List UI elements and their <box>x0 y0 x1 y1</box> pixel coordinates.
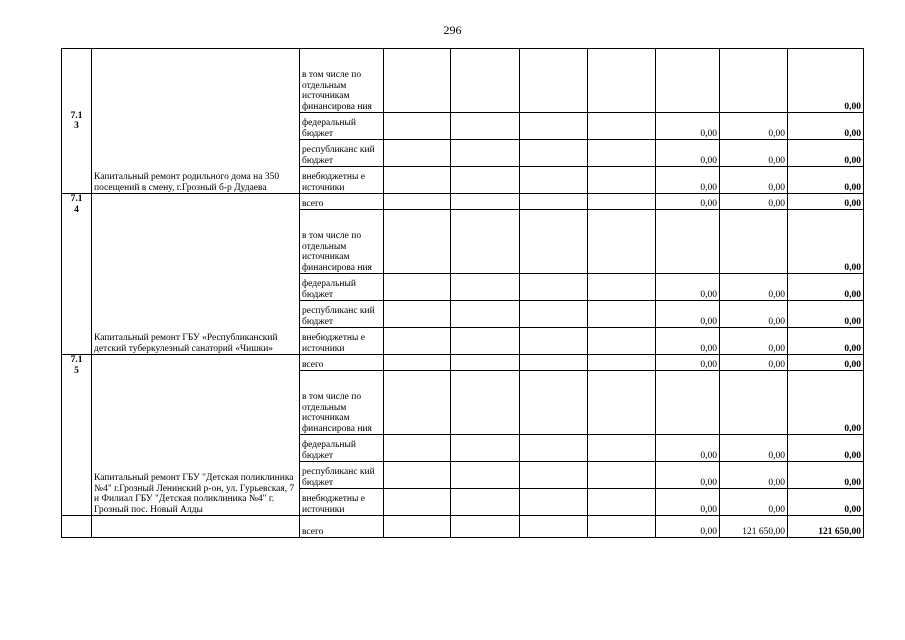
item-name: Капитальный ремонт ГБУ "Детская поликлиника №4" г.Грозный Ленинский р-он, ул. Гурьевская, 7 и Филиал ГБУ "Детская поликлиника №4" г. Грозный пос. Новый Алды <box>92 355 300 516</box>
value-cell: 0,00 <box>656 113 720 140</box>
value-cell: 0,00 <box>656 355 720 371</box>
value-cell: 0,00 <box>720 462 788 489</box>
empty-cell <box>520 301 588 328</box>
value-cell: 0,00 <box>788 371 864 435</box>
item-name: Капитальный ремонт ГБУ «Республиканский детский туберкулезный санаторий «Чишки» <box>92 194 300 355</box>
empty-cell <box>384 371 451 435</box>
value-cell: 0,00 <box>656 194 720 210</box>
empty-cell <box>451 371 520 435</box>
table-row <box>62 355 864 371</box>
funding-source: внебюджетны е источники <box>300 328 384 355</box>
empty-cell <box>520 167 588 194</box>
funding-source: всего <box>300 516 384 538</box>
funding-source: федеральный бюджет <box>300 113 384 140</box>
empty-cell <box>588 301 656 328</box>
value-cell: 0,00 <box>720 489 788 516</box>
value-cell: 0,00 <box>788 194 864 210</box>
value-cell: 0,00 <box>788 301 864 328</box>
value-cell: 0,00 <box>656 435 720 462</box>
empty-cell <box>384 140 451 167</box>
value-cell: 0,00 <box>656 516 720 538</box>
empty-cell <box>451 328 520 355</box>
empty-cell <box>588 435 656 462</box>
empty-cell <box>384 301 451 328</box>
value-cell: 0,00 <box>656 167 720 194</box>
empty-cell <box>451 355 520 371</box>
empty-cell <box>588 210 656 274</box>
empty-cell <box>384 167 451 194</box>
empty-cell <box>451 194 520 210</box>
empty-cell <box>451 140 520 167</box>
empty-cell <box>520 210 588 274</box>
value-cell <box>720 371 788 435</box>
empty-cell <box>520 462 588 489</box>
empty-cell <box>384 194 451 210</box>
empty-cell <box>588 489 656 516</box>
empty-cell <box>384 210 451 274</box>
value-cell: 0,00 <box>788 274 864 301</box>
value-cell: 121 650,00 <box>720 516 788 538</box>
funding-source: внебюджетны е источники <box>300 167 384 194</box>
empty-cell <box>384 435 451 462</box>
value-cell <box>656 49 720 113</box>
empty-cell <box>451 435 520 462</box>
funding-source: всего <box>300 194 384 210</box>
empty-cell <box>451 167 520 194</box>
funding-source: федеральный бюджет <box>300 435 384 462</box>
empty-cell <box>520 49 588 113</box>
value-cell: 0,00 <box>788 140 864 167</box>
value-cell: 0,00 <box>720 194 788 210</box>
funding-source: в том числе по отдельным источникам финансирова ния <box>300 371 384 435</box>
empty-cell <box>384 489 451 516</box>
value-cell: 0,00 <box>656 328 720 355</box>
empty-cell <box>588 328 656 355</box>
value-cell: 0,00 <box>720 355 788 371</box>
empty-cell <box>384 49 451 113</box>
empty-cell <box>62 516 92 538</box>
item-name: Капитальный ремонт родильного дома на 350 посещений в смену, г.Грозный б-р Дудаева <box>92 49 300 194</box>
page-number: 296 <box>443 23 462 37</box>
value-cell: 0,00 <box>720 167 788 194</box>
empty-cell <box>520 140 588 167</box>
empty-cell <box>451 489 520 516</box>
funding-source: республиканс кий бюджет <box>300 140 384 167</box>
value-cell: 0,00 <box>656 489 720 516</box>
empty-cell <box>588 140 656 167</box>
empty-cell <box>384 355 451 371</box>
empty-cell <box>588 113 656 140</box>
value-cell: 0,00 <box>720 328 788 355</box>
value-cell: 0,00 <box>656 140 720 167</box>
empty-cell <box>384 328 451 355</box>
empty-cell <box>384 516 451 538</box>
empty-cell <box>588 462 656 489</box>
table-row <box>62 49 864 113</box>
value-cell: 0,00 <box>720 113 788 140</box>
funding-source: всего <box>300 355 384 371</box>
value-cell: 0,00 <box>788 49 864 113</box>
empty-cell <box>451 462 520 489</box>
value-cell: 0,00 <box>720 435 788 462</box>
item-number: 7.1 5 <box>62 355 92 516</box>
value-cell <box>656 210 720 274</box>
budget-table <box>61 48 864 538</box>
item-number: 7.1 4 <box>62 194 92 355</box>
empty-cell <box>588 167 656 194</box>
value-cell <box>720 210 788 274</box>
empty-cell <box>520 274 588 301</box>
value-cell: 0,00 <box>788 435 864 462</box>
value-cell: 0,00 <box>788 462 864 489</box>
empty-cell <box>92 516 300 538</box>
value-cell: 0,00 <box>656 274 720 301</box>
empty-cell <box>520 435 588 462</box>
empty-cell <box>520 113 588 140</box>
empty-cell <box>451 49 520 113</box>
value-cell <box>720 49 788 113</box>
empty-cell <box>451 274 520 301</box>
funding-source: республиканс кий бюджет <box>300 301 384 328</box>
table-row <box>62 194 864 210</box>
value-cell: 0,00 <box>656 301 720 328</box>
funding-source: федеральный бюджет <box>300 274 384 301</box>
funding-source: в том числе по отдельным источникам финансирова ния <box>300 210 384 274</box>
empty-cell <box>520 194 588 210</box>
empty-cell <box>384 274 451 301</box>
empty-cell <box>588 516 656 538</box>
value-cell: 0,00 <box>788 489 864 516</box>
funding-source: республиканс кий бюджет <box>300 462 384 489</box>
empty-cell <box>451 113 520 140</box>
value-cell: 0,00 <box>720 274 788 301</box>
value-cell: 0,00 <box>788 355 864 371</box>
empty-cell <box>384 113 451 140</box>
value-cell: 0,00 <box>788 167 864 194</box>
value-cell: 0,00 <box>788 328 864 355</box>
empty-cell <box>520 516 588 538</box>
empty-cell <box>588 49 656 113</box>
empty-cell <box>520 371 588 435</box>
funding-source: внебюджетны е источники <box>300 489 384 516</box>
empty-cell <box>520 489 588 516</box>
value-cell: 0,00 <box>788 113 864 140</box>
empty-cell <box>384 462 451 489</box>
value-cell: 0,00 <box>720 140 788 167</box>
item-number: 7.1 3 <box>62 49 92 194</box>
value-cell: 0,00 <box>720 301 788 328</box>
empty-cell <box>451 210 520 274</box>
empty-cell <box>451 301 520 328</box>
total-row <box>62 516 864 538</box>
empty-cell <box>520 355 588 371</box>
empty-cell <box>520 328 588 355</box>
value-cell <box>656 371 720 435</box>
value-cell: 0,00 <box>656 462 720 489</box>
value-cell: 0,00 <box>788 210 864 274</box>
value-cell: 121 650,00 <box>788 516 864 538</box>
empty-cell <box>451 516 520 538</box>
funding-source: в том числе по отдельным источникам финансирова ния <box>300 49 384 113</box>
empty-cell <box>588 274 656 301</box>
empty-cell <box>588 371 656 435</box>
empty-cell <box>588 355 656 371</box>
empty-cell <box>588 194 656 210</box>
